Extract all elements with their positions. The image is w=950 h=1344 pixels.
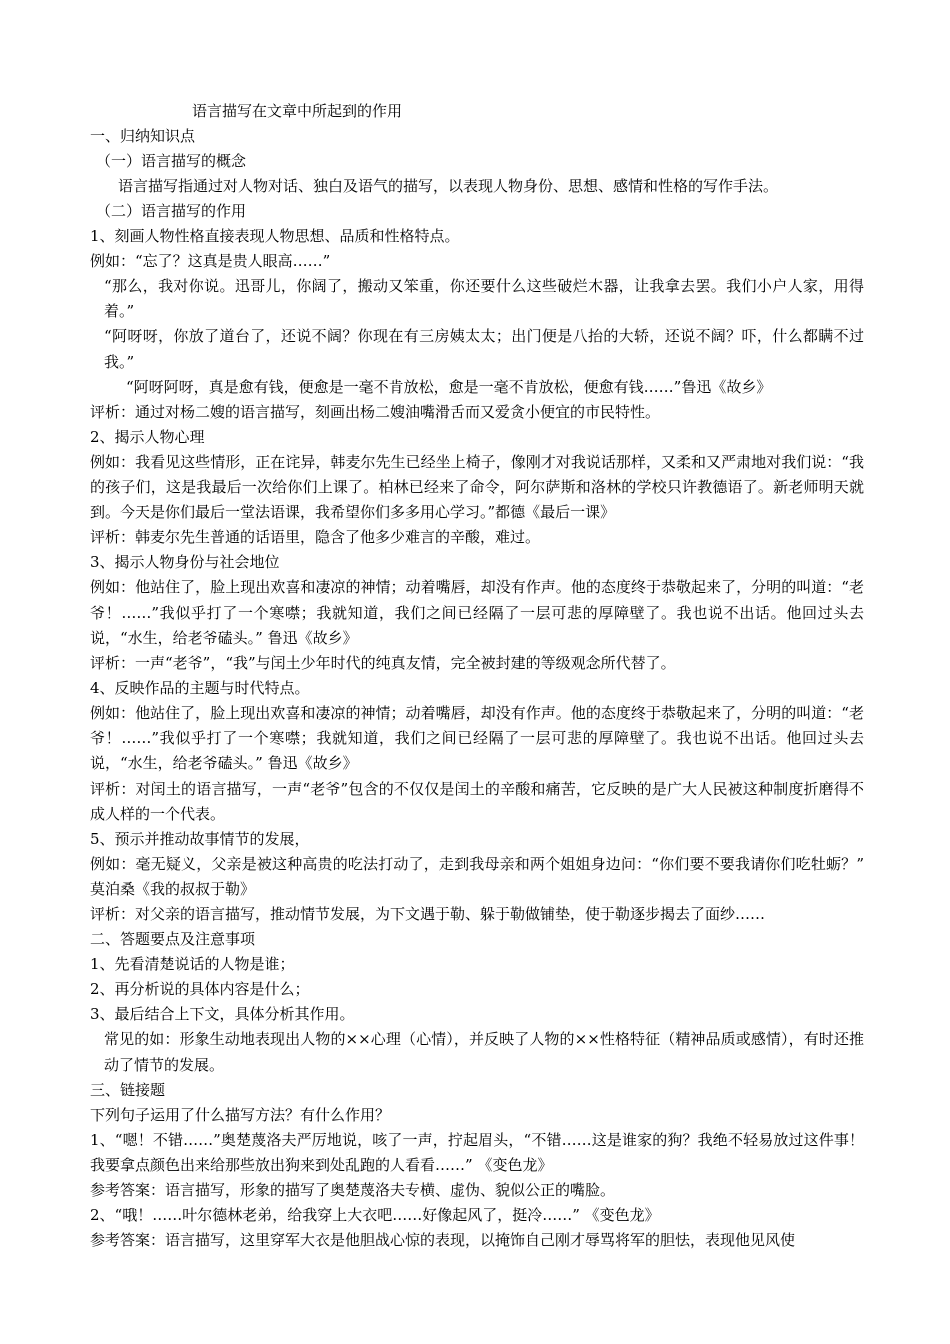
answer-tip-1: 1、先看清楚说话的人物是谁； [90,955,295,974]
subsection-heading-concept: （一）语言描写的概念 [96,152,247,170]
point-3-heading: 3、揭示人物身份与社会地位 [90,553,280,572]
point-4-comment: 评析：对闰土的语言描写，一声“老爷”包含的不仅仅是闰土的辛酸和痛苦，它反映的是广大人民被这种制度折磨得不成人样的一个代表。 [90,779,864,823]
common-answer-template: 常见的如：形象生动地表现出人物的××心理（心情），并反映了人物的××性格特征（精神品质或感情），有时还推动了情节的发展。 [104,1030,864,1074]
section-heading-1: 一、归纳知识点 [90,127,196,145]
answer-tip-3: 3、最后结合上下文，具体分析其作用。 [90,1005,355,1024]
concept-definition: 语言描写指通过对人物对话、独白及语气的描写，以表现人物身份、思想、感情和性格的写作手法。 [118,177,779,195]
point-5-example: 例如：毫无疑义，父亲是被这种高贵的吃法打动了，走到我母亲和两个姐姐身边问：“你们要不要我请你们吃牡蛎？” 莫泊桑《我的叔叔于勒》 [90,855,864,899]
point-1-comment: 评析：通过对杨二嫂的语言描写，刻画出杨二嫂油嘴滑舌而又爱贪小便宜的市民特性。 [90,402,661,421]
subsection-heading-function: （二）语言描写的作用 [96,202,247,220]
exercise-1-answer: 参考答案：语言描写，形象的描写了奥楚蔑洛夫专横、虚伪、貌似公正的嘴脸。 [90,1181,616,1200]
point-1-example-2: “那么，我对你说。迅哥儿，你阔了，搬动又笨重，你还要什么这些破烂木器，让我拿去罢。我们小户人家，用得着。” [104,277,864,321]
point-3-comment: 评析：一声“老爷”，“我”与闰土少年时代的纯真友情，完全被封建的等级观念所代替了。 [90,654,676,673]
answer-tip-2: 2、再分析说的具体内容是什么； [90,980,310,999]
point-4-example: 例如：他站住了，脸上现出欢喜和凄凉的神情；动着嘴唇，却没有作声。他的态度终于恭敬起来了，分明的叫道：“老爷！……”我似乎打了一个寒噤；我就知道，我们之间已经隔了一层可悲的厚障壁了。我也说不出话。他回过头去说，“水生，给老爷磕头。” 鲁迅《故乡》 [90,704,864,773]
point-1-example-3: “阿呀呀，你放了道台了，还说不阔？你现在有三房姨太太；出门便是八抬的大轿，还说不阔？吓，什么都瞒不过我。” [104,327,864,371]
point-2-heading: 2、揭示人物心理 [90,427,205,446]
point-1-example-4: “阿呀阿呀，真是愈有钱，便愈是一毫不肯放松，愈是一毫不肯放松，便愈有钱……”鲁迅《故乡》 [126,377,772,396]
exercise-2-answer: 参考答案：语言描写，这里穿军大衣是他胆战心惊的表现，以掩饰自己刚才辱骂将军的胆怯，表现他见风使 [90,1231,796,1250]
point-1-example-1: 例如：“忘了？这真是贵人眼高……” [90,252,331,270]
exercise-2: 2、“哦！……叶尔德林老弟，给我穿上大衣吧……好像起风了，挺冷……” 《变色龙》 [90,1206,660,1225]
document-title: 语言描写在文章中所起到的作用 [192,102,403,120]
point-3-example: 例如：他站住了，脸上现出欢喜和凄凉的神情；动着嘴唇，却没有作声。他的态度终于恭敬起来了，分明的叫道：“老爷！……”我似乎打了一个寒噤；我就知道，我们之间已经隔了一层可悲的厚障壁了。我也说不出话。他回过头去说，“水生，给老爷磕头。” 鲁迅《故乡》 [90,578,864,647]
point-2-comment: 评析：韩麦尔先生普通的话语里，隐含了他多少难言的辛酸，难过。 [90,528,541,547]
point-1-heading: 1、刻画人物性格直接表现人物思想、品质和性格特点。 [90,227,460,245]
point-5-heading: 5、预示并推动故事情节的发展， [90,830,310,849]
point-4-heading: 4、反映作品的主题与时代特点。 [90,679,310,698]
exercise-1: 1、“嗯！不错……”奥楚蔑洛夫严厉地说，咳了一声，拧起眉头，“不错……这是谁家的狗？我绝不轻易放过这件事！我要拿点颜色出来给那些放出狗来到处乱跑的人看看……” 《变色龙》 [90,1130,864,1175]
point-5-comment: 评析：对父亲的语言描写，推动情节发展，为下文遇于勒、躲于勒做铺垫，使于勒逐步揭去了面纱…… [90,905,766,924]
exercise-question: 下列句子运用了什么描写方法？有什么作用？ [90,1105,391,1124]
section-heading-2: 二、答题要点及注意事项 [90,930,256,949]
section-heading-3: 三、链接题 [90,1080,166,1099]
point-2-example: 例如：我看见这些情形，正在诧异，韩麦尔先生已经坐上椅子，像刚才对我说话那样，又柔和又严肃地对我们说：“我的孩子们，这是我最后一次给你们上课了。柏林已经来了命令，阿尔萨斯和洛林的学校只许教德语了。新老师明天就到。今天是你们最后一堂法语课，我希望你们多多用心学习。”都德《最后一课》 [90,452,864,522]
